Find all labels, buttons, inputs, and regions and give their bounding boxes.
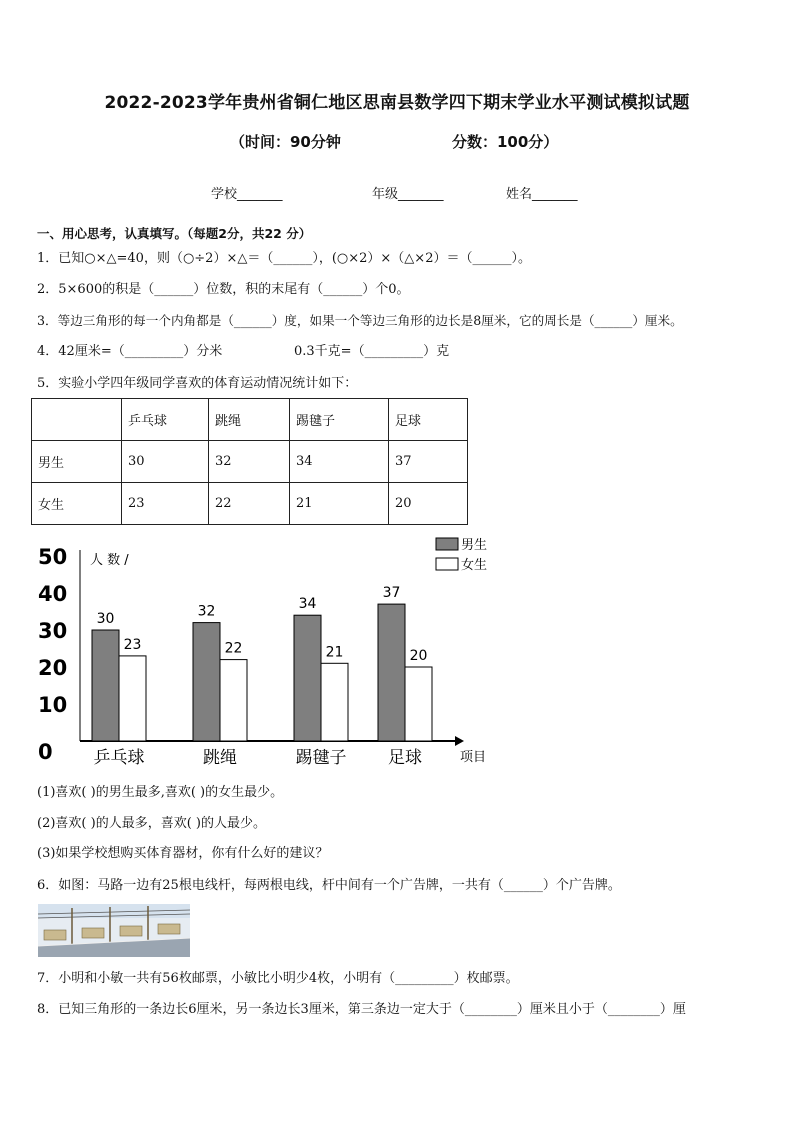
question-1: 1．已知○×△=40，则（○÷2）×△＝（______），(○×2）×（△×2）＝（______）。	[37, 251, 531, 266]
bar-female	[119, 656, 146, 741]
bar-male	[294, 615, 321, 741]
question-5-sub2: (2)喜欢( )的人最多，喜欢( )的人最少。	[37, 816, 266, 831]
table-cell: 34	[290, 441, 389, 483]
page-title: 2022-2023学年贵州省铜仁地区思南县数学四下期末学业水平测试模拟试题	[104, 93, 690, 113]
bar-male	[92, 630, 119, 741]
question-2: 2．5×600的积是（______）位数，积的末尾有（______）个0。	[37, 282, 410, 297]
data-label: 21	[325, 644, 344, 661]
x-tick-label: 乒乓球	[93, 748, 145, 768]
bar-male	[378, 604, 405, 741]
question-5-sub1: (1)喜欢( )的男生最多,喜欢( )的女生最少。	[37, 785, 284, 800]
bar-male	[193, 623, 220, 741]
table-cell: 20	[389, 483, 468, 525]
x-tick-label: 踢毽子	[295, 748, 347, 768]
data-label: 32	[197, 603, 216, 620]
grade-field: 年级_______	[372, 187, 444, 202]
table-cell: 男生	[32, 441, 122, 483]
table-cell: 跳绳	[209, 399, 290, 441]
data-label: 30	[96, 611, 115, 627]
data-label: 37	[382, 585, 401, 602]
table-header-row	[32, 399, 468, 441]
question-5-sub3: (3)如果学校想购买体育器材，你有什么好的建议？	[37, 846, 329, 861]
table-row	[32, 441, 468, 483]
road-billboard-illustration	[38, 904, 190, 957]
bar-chart	[30, 532, 500, 772]
exam-time: （时间：90分钟	[230, 133, 341, 151]
table-cell: 乒乓球	[122, 399, 209, 441]
table-cell: 足球	[389, 399, 468, 441]
table-cell: 22	[209, 483, 290, 525]
question-4b: 0.3千克=（_________）克	[294, 344, 450, 359]
table-row	[32, 483, 468, 525]
table-cell	[32, 399, 122, 441]
sports-table	[31, 398, 468, 525]
question-5: 5．实验小学四年级同学喜欢的体育运动情况统计如下：	[37, 376, 358, 391]
legend-swatch	[436, 558, 458, 570]
school-field: 学校_______	[211, 187, 283, 202]
table-cell: 女生	[32, 483, 122, 525]
legend-label: 女生	[461, 558, 488, 573]
x-axis-label: 项目	[460, 750, 487, 765]
y-axis-label: 人 数 /	[90, 553, 129, 568]
table-cell: 30	[122, 441, 209, 483]
bar-female	[405, 667, 432, 741]
bar-female	[321, 663, 348, 741]
bar-female	[220, 660, 247, 741]
x-tick-label: 足球	[388, 748, 422, 768]
question-7: 7．小明和小敏一共有56枚邮票，小敏比小明少4枚，小明有（_________）枚邮票。	[37, 971, 519, 986]
data-label: 34	[298, 596, 317, 613]
table-cell: 37	[389, 441, 468, 483]
y-tick-label: 20	[38, 656, 68, 680]
y-tick-label: 50	[38, 545, 68, 569]
exam-score: 分数：100分）	[452, 133, 559, 151]
y-tick-label: 40	[38, 582, 68, 606]
y-tick-label: 0	[38, 740, 53, 764]
data-label: 23	[123, 636, 142, 653]
data-label: 22	[224, 640, 243, 657]
table-cell: 32	[209, 441, 290, 483]
name-field: 姓名_______	[506, 187, 578, 202]
question-3: 3．等边三角形的每一个内角都是（______）度，如果一个等边三角形的边长是8厘米，它的周长是（______）厘米。	[37, 313, 683, 328]
x-axis-arrow	[455, 736, 464, 746]
legend-label: 男生	[461, 538, 488, 553]
x-tick-label: 跳绳	[203, 748, 237, 768]
section-heading: 一、用心思考，认真填写。（每题2分，共22 分）	[37, 226, 312, 241]
table-cell: 踢毽子	[290, 399, 389, 441]
table-cell: 21	[290, 483, 389, 525]
table-cell: 23	[122, 483, 209, 525]
question-4a: 4．42厘米=（_________）分米	[37, 344, 223, 359]
question-8: 8．已知三角形的一条边长6厘米，另一条边长3厘米，第三条边一定大于（________）厘米且小于（________）厘	[37, 1002, 686, 1017]
legend-swatch	[436, 538, 458, 550]
y-tick-label: 30	[38, 619, 68, 643]
question-6: 6．如图：马路一边有25根电线杆，每两根电线，杆中间有一个广告牌，一共有（______）个广告牌。	[37, 878, 621, 893]
data-label: 20	[409, 648, 428, 664]
y-tick-label: 10	[38, 693, 68, 717]
